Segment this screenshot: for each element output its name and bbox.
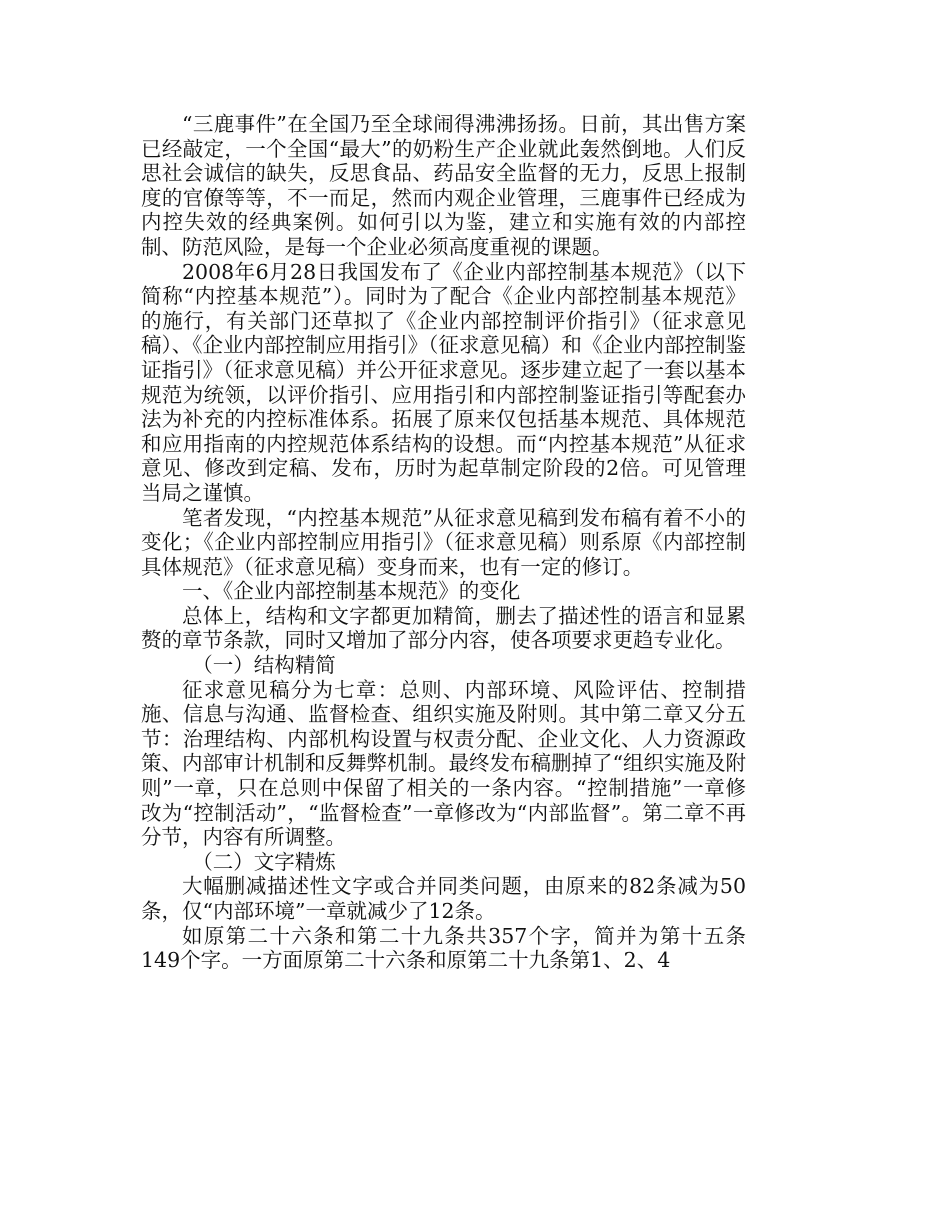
- subsection-heading-structure: （一）结构精简: [192, 653, 336, 678]
- paragraph-article-reduction: 大幅删减描述性文字或合并同类问题，由原来的82条减为50条，仅“内部环境”一章就减少了12条。: [141, 874, 746, 923]
- paragraph-sanlu-incident: “三鹿事件”在全国乃至全球闹得沸沸扬扬。日前，其出售方案已经敲定，一个全国“最大”的奶粉生产企业就此轰然倒地。人们反思社会诚信的缺失，反思食品、药品安全监督的无力，反思上报制度的官僚等等，不一而足，然而内观企业管理，三鹿事件已经成为内控失效的经典案例。如何引以为鉴，建立和实施有效的内部控制、防范风险，是每一个企业必须高度重视的课题。: [141, 112, 746, 259]
- subsection-heading-wording: （二）文字精炼: [192, 849, 336, 874]
- document-body: [141, 112, 746, 973]
- paragraph-article-merge: 如原第二十六条和第二十九条共357个字，简并为第十五条149个字。一方面原第二十六条和原第二十九条第1、2、4: [141, 923, 746, 973]
- section-heading-1: 一、《企业内部控制基本规范》的变化: [182, 579, 521, 604]
- paragraph-author-findings: 笔者发现，“内控基本规范”从征求意见稿到发布稿有着不小的变化；《企业内部控制应用指引》（征求意见稿）则系原《内部控制具体规范》（征求意见稿）变身而来，也有一定的修订。: [141, 505, 746, 579]
- paragraph-basic-norms-release: 2008年6月28日我国发布了《企业内部控制基本规范》（以下简称“内控基本规范”）。同时为了配合《企业内部控制基本规范》的施行，有关部门还草拟了《企业内部控制评价指引》（征求意见稿）、《企业内部控制应用指引》（征求意见稿）和《企业内部控制鉴证指引》（征求意见稿）并公开征求意见。逐步建立起了一套以基本规范为统领，以评价指引、应用指引和内部控制鉴证指引等配套办法为补充的内控标准体系。拓展了原来仅包括基本规范、具体规范和应用指南的内控规范体系结构的设想。而“内控基本规范”从征求意见、修改到定稿、发布，历时为起草制定阶段的2倍。可见管理当局之谨慎。: [141, 259, 746, 505]
- paragraph-structure-details: 征求意见稿分为七章：总则、内部环境、风险评估、控制措施、信息与沟通、监督检查、组织实施及附则。其中第二章又分五节：治理结构、内部机构设置与权责分配、企业文化、人力资源政策、内部审计机制和反舞弊机制。最终发布稿删掉了“组织实施及附则”一章，只在总则中保留了相关的一条内容。“控制措施”一章修改为“控制活动”，“监督检查”一章修改为“内部监督”。第二章不再分节，内容有所调整。: [141, 677, 746, 850]
- paragraph-overall-changes: 总体上，结构和文字都更加精简，删去了描述性的语言和显累赘的章节条款，同时又增加了部分内容，使各项要求更趋专业化。: [141, 603, 746, 653]
